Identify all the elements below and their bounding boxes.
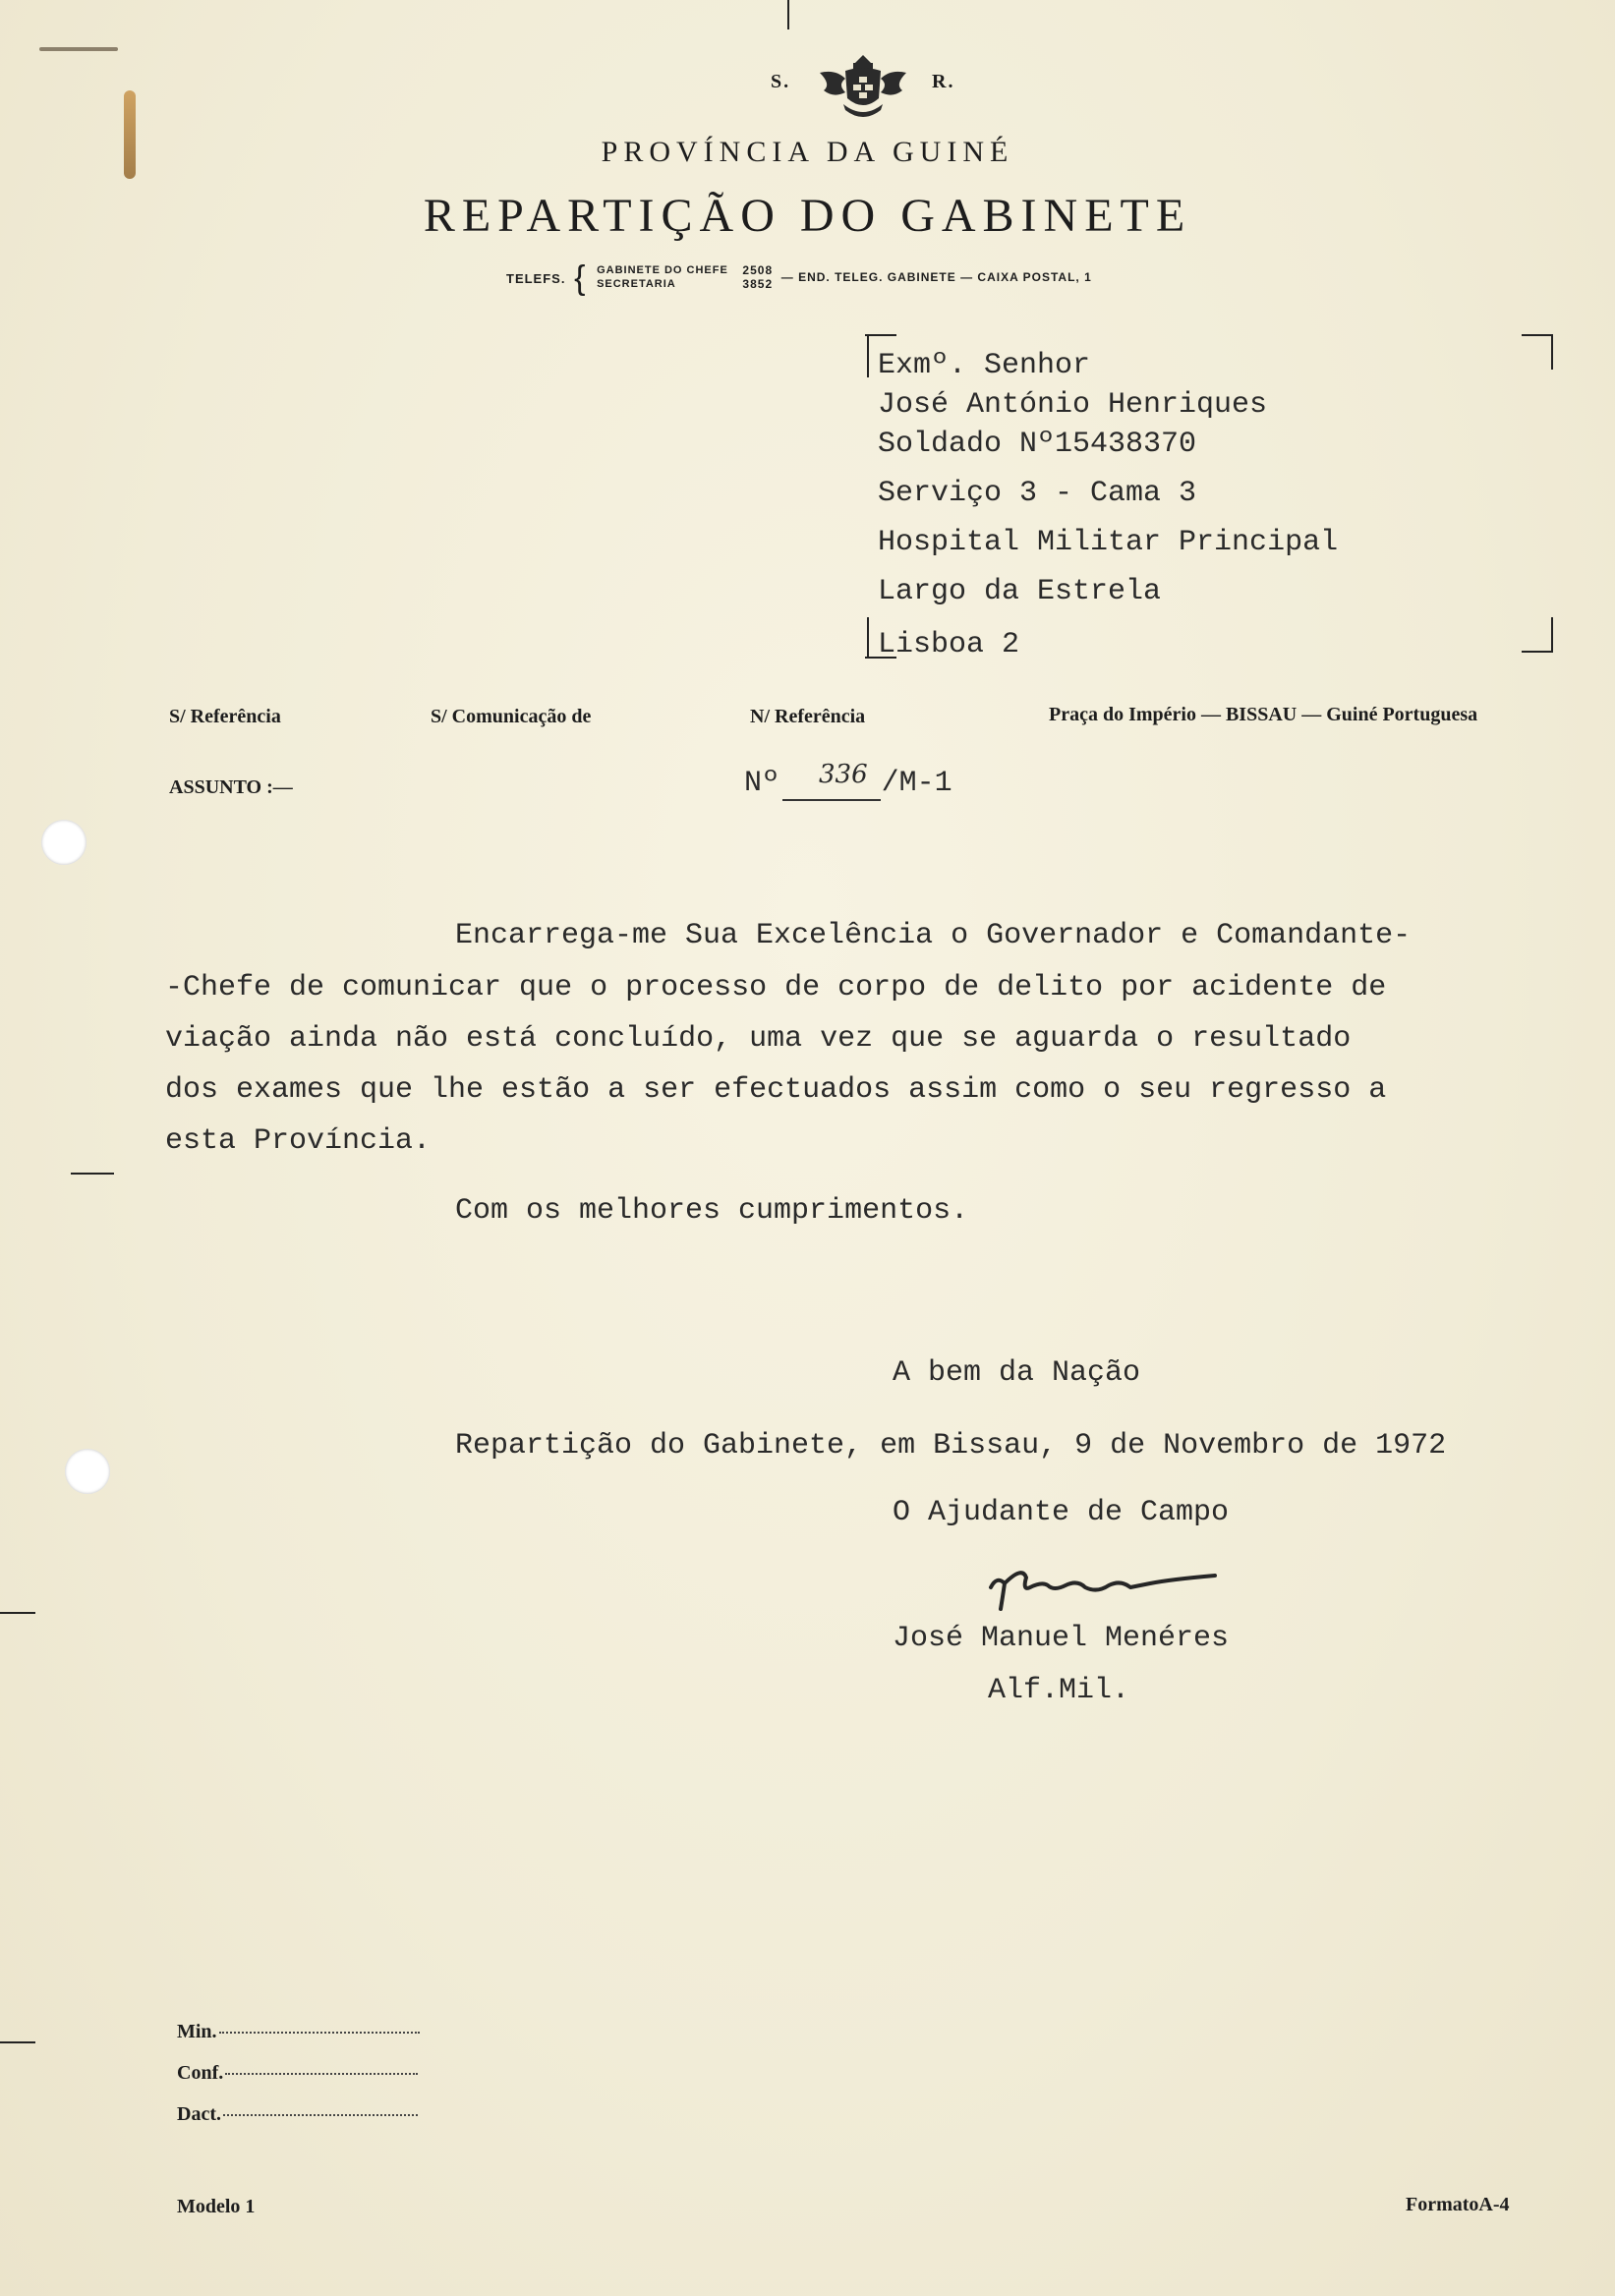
telegraph-address: — END. TELEG. GABINETE — CAIXA POSTAL, 1 xyxy=(780,270,1092,284)
place-and-date: Repartição do Gabinete, em Bissau, 9 de Novembro de 1972 xyxy=(455,1429,1447,1463)
location-label: Praça do Império — BISSAU — Guiné Portuguesa xyxy=(1049,704,1478,725)
corner-mark-tr-h xyxy=(1522,334,1553,336)
r-label: R. xyxy=(932,71,955,92)
conf-label: Conf. xyxy=(177,2062,224,2084)
salutation: A bem da Nação xyxy=(893,1356,1141,1390)
conf-field xyxy=(177,2062,418,2085)
address-line: Hospital Militar Principal xyxy=(878,526,1339,559)
telephone-line xyxy=(506,259,1092,297)
body-line: dos exames que lhe estão a ser efectuados assim como o seu regresso a xyxy=(165,1073,1387,1107)
body-line: viação ainda não está concluído, uma vez que se aguarda o resultado xyxy=(165,1022,1352,1056)
number-underline xyxy=(782,799,881,801)
fold-mark xyxy=(71,1173,114,1175)
rust-stain xyxy=(124,90,136,179)
min-field xyxy=(177,2021,420,2043)
s-referencia-label: S/ Referência xyxy=(169,706,281,727)
corner-mark-br-h xyxy=(1522,651,1553,653)
body-line: esta Província. xyxy=(165,1124,432,1158)
fold-mark xyxy=(0,2041,35,2043)
min-label: Min. xyxy=(177,2021,217,2042)
dact-field xyxy=(177,2103,418,2126)
tel-number-secretaria: 3852 xyxy=(742,277,774,291)
punch-hole xyxy=(41,820,87,865)
province-title: PROVÍNCIA DA GUINÉ xyxy=(601,136,1014,168)
corner-mark-tl-h xyxy=(865,334,896,336)
address-line: Largo da Estrela xyxy=(878,575,1162,608)
address-line: Soldado Nº15438370 xyxy=(878,428,1197,461)
number-prefix: Nº xyxy=(744,767,780,800)
fold-mark xyxy=(787,0,789,29)
coat-of-arms-icon xyxy=(816,49,910,128)
fold-mark xyxy=(0,1612,35,1614)
dotted-line xyxy=(219,2032,420,2034)
closing-line: Com os melhores cumprimentos. xyxy=(455,1194,969,1228)
tel-name-chefe: GABINETE DO CHEFE xyxy=(597,264,728,276)
corner-mark-br-v xyxy=(1551,617,1553,653)
formato-label: FormatoA-4 xyxy=(1406,2194,1510,2215)
body-line: Encarrega-me Sua Excelência o Governador e Comandante- xyxy=(455,919,1412,952)
handwritten-signature xyxy=(983,1558,1239,1617)
body-line: -Chefe de comunicar que o processo de corpo de delito por acidente de xyxy=(165,971,1387,1004)
dact-label: Dact. xyxy=(177,2103,221,2125)
signer-role: O Ajudante de Campo xyxy=(893,1496,1230,1529)
brace-glyph: { xyxy=(574,259,587,297)
address-line: Exmº. Senhor xyxy=(878,349,1091,382)
tel-names xyxy=(597,263,728,291)
address-line: Serviço 3 - Cama 3 xyxy=(878,477,1197,510)
signer-rank: Alf.Mil. xyxy=(988,1674,1130,1707)
s-comunicacao-label: S/ Comunicação de xyxy=(431,706,592,727)
tel-number-chefe: 2508 xyxy=(742,263,774,277)
handwritten-number: 336 xyxy=(819,760,868,789)
reference-number xyxy=(744,760,952,800)
dotted-line xyxy=(225,2073,418,2075)
corner-mark-tr-v xyxy=(1551,334,1553,370)
corner-mark-bl-v xyxy=(867,617,869,657)
recipient-address xyxy=(878,346,1338,664)
assunto-label: ASSUNTO :— xyxy=(169,776,293,798)
corner-mark-tl-v xyxy=(867,334,869,377)
n-referencia-label: N/ Referência xyxy=(750,706,866,727)
telefs-label: TELEFS. xyxy=(506,271,566,286)
department-title: REPARTIÇÃO DO GABINETE xyxy=(423,190,1192,242)
margin-stain xyxy=(39,47,118,51)
s-label: S. xyxy=(771,71,791,92)
address-line: Lisboa 2 xyxy=(878,628,1020,661)
tel-name-secretaria: SECRETARIA xyxy=(597,278,676,290)
modelo-label: Modelo 1 xyxy=(177,2196,256,2217)
tel-numbers xyxy=(742,263,773,291)
punch-hole xyxy=(65,1449,110,1494)
number-suffix: /M-1 xyxy=(881,767,952,800)
address-line: José António Henriques xyxy=(878,388,1268,422)
signer-name: José Manuel Menéres xyxy=(893,1622,1230,1655)
dotted-line xyxy=(223,2114,418,2116)
